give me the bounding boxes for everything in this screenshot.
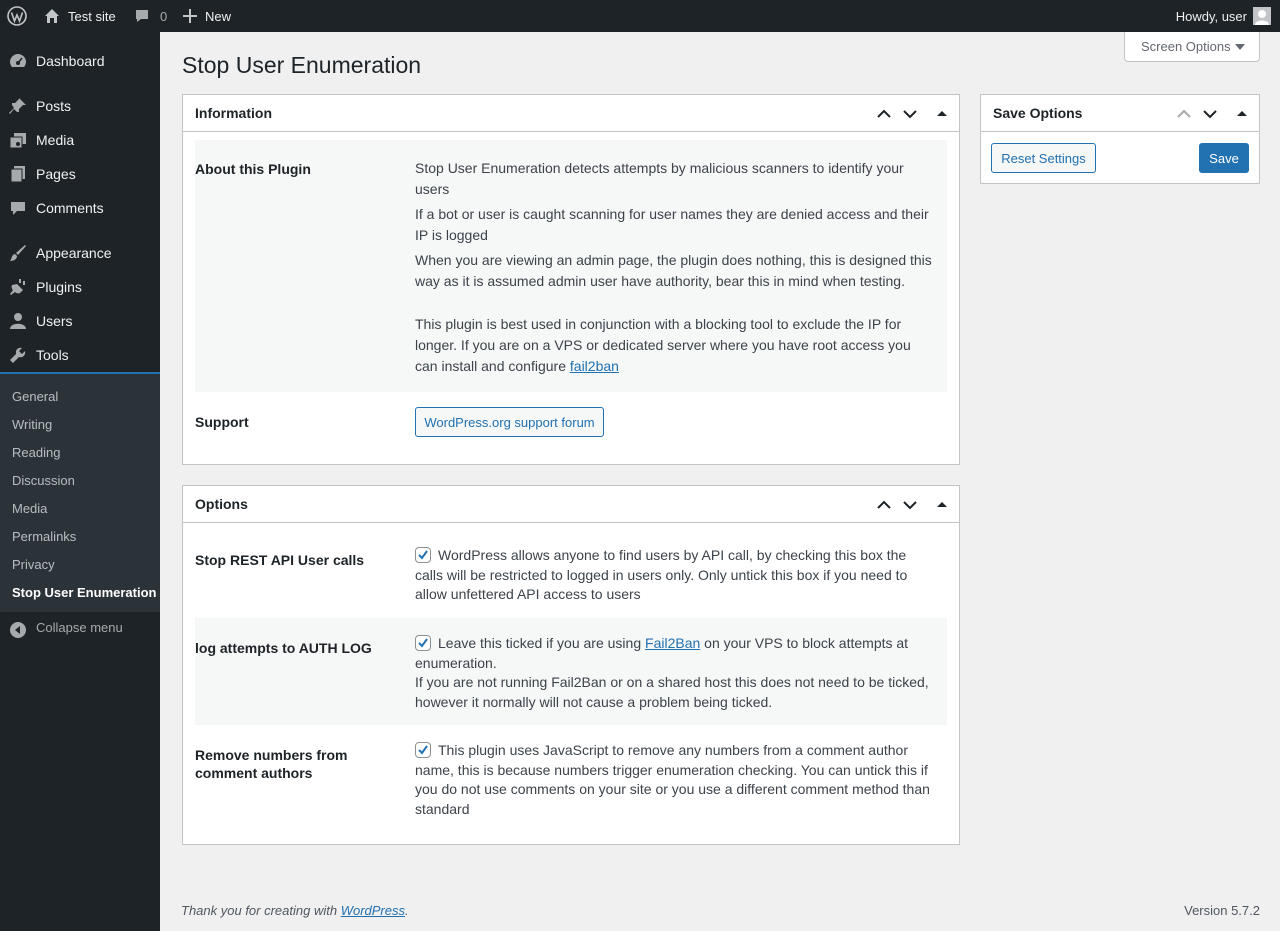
wordpress-link[interactable]: WordPress xyxy=(340,903,405,918)
rest-api-checkbox[interactable] xyxy=(415,547,431,563)
about-description xyxy=(415,158,935,377)
wrench-icon xyxy=(9,346,27,364)
toggle-panel-icon[interactable] xyxy=(932,495,952,515)
menu-item-posts[interactable]: Posts xyxy=(0,89,160,123)
avatar xyxy=(1253,7,1271,25)
save-options-title: Save Options xyxy=(993,105,1083,121)
pages-icon xyxy=(9,165,27,183)
information-title: Information xyxy=(195,105,272,121)
page-title: Stop User Enumeration xyxy=(182,52,422,78)
footer-thanks xyxy=(181,903,409,918)
auth-log-checkbox[interactable] xyxy=(415,635,431,651)
new-label: New xyxy=(205,8,232,24)
options-postbox xyxy=(182,485,960,845)
save-options-header xyxy=(981,95,1259,132)
information-header xyxy=(183,95,959,132)
media-icon xyxy=(9,131,27,149)
move-down-icon[interactable] xyxy=(900,104,920,124)
plug-icon xyxy=(9,278,27,296)
submenu-item-general[interactable]: General xyxy=(12,389,59,404)
information-postbox xyxy=(182,94,960,465)
move-down-icon[interactable] xyxy=(1200,104,1220,124)
pushpin-icon xyxy=(9,97,27,115)
menu-item-dashboard[interactable]: Dashboard xyxy=(0,44,160,78)
caret-down-icon xyxy=(1235,44,1245,50)
remove-numbers-label: Remove numbers from comment authors xyxy=(195,747,348,781)
comment-icon xyxy=(9,199,27,217)
footer-thanks-suffix: . xyxy=(405,903,409,918)
account-menu[interactable] xyxy=(1176,0,1271,32)
rest-api-label: Stop REST API User calls xyxy=(195,552,365,568)
remove-numbers-description: This plugin uses JavaScript to remove any numbers from a comment author name, this is because numbers trigger enumeration checking. You can untick this if you do not use comments on your site or you use a different comment method than standard xyxy=(415,742,930,817)
auth-log-description-b: on your VPS to block attempts at enumeration. xyxy=(415,635,909,671)
screen-options-button[interactable] xyxy=(1124,32,1260,62)
submenu-item-writing[interactable]: Writing xyxy=(12,417,53,432)
support-forum-button[interactable]: WordPress.org support forum xyxy=(415,407,604,437)
submenu-item-permalinks[interactable]: Permalinks xyxy=(12,529,77,544)
menu-item-media[interactable]: Media xyxy=(0,123,160,157)
collapse-menu-button[interactable]: Collapse menu xyxy=(0,614,160,644)
submenu-item-reading[interactable]: Reading xyxy=(12,445,61,460)
comments-count: 0 xyxy=(160,8,168,24)
fail2ban-link[interactable]: Fail2Ban xyxy=(645,635,701,651)
site-name: Test site xyxy=(68,8,116,24)
about-paragraph-1: Stop User Enumeration detects attempts by malicious scanners to identify your users xyxy=(415,160,904,197)
save-options-postbox xyxy=(980,94,1260,184)
toggle-panel-icon[interactable] xyxy=(932,104,952,124)
menu-item-pages[interactable]: Pages xyxy=(0,157,160,191)
submenu-item-discussion[interactable]: Discussion xyxy=(12,473,75,488)
submenu-item-stop-user-enumeration[interactable]: Stop User Enumeration xyxy=(12,585,157,600)
comment-bubble-icon xyxy=(134,8,150,24)
new-content-link[interactable] xyxy=(183,0,231,32)
menu-item-appearance[interactable]: Appearance xyxy=(0,236,160,270)
footer-thanks-text: Thank you for creating with xyxy=(181,903,341,918)
move-down-icon[interactable] xyxy=(900,495,920,515)
auth-log-description-a: Leave this ticked if you are using xyxy=(438,635,642,651)
menu-item-users[interactable]: Users xyxy=(0,304,160,338)
comments-link[interactable] xyxy=(134,0,167,32)
plus-icon xyxy=(183,9,197,23)
save-button[interactable]: Save xyxy=(1199,143,1249,173)
about-paragraph-2: If a bot or user is caught scanning for user names they are denied access and their IP is logged xyxy=(415,206,929,243)
howdy-text: Howdy, user xyxy=(1175,8,1247,24)
footer-version: Version 5.7.2 xyxy=(1184,903,1260,918)
menu-item-tools[interactable]: Tools xyxy=(0,338,160,372)
move-up-icon[interactable] xyxy=(1174,104,1194,124)
move-up-icon[interactable] xyxy=(874,495,894,515)
about-paragraph-3: When you are viewing an admin page, the plugin does nothing, this is designed this way as it is assumed admin user have authority, bear this in mind when testing. xyxy=(415,252,932,289)
screen-options-label: Screen Options xyxy=(1141,39,1231,54)
about-paragraph-4 xyxy=(415,314,935,377)
collapse-arrow-icon xyxy=(10,622,26,641)
paintbrush-icon xyxy=(9,244,27,262)
remove-numbers-checkbox[interactable] xyxy=(415,742,431,758)
about-label: About this Plugin xyxy=(195,161,311,177)
support-label: Support xyxy=(195,414,249,430)
wordpress-logo-icon[interactable] xyxy=(7,0,27,32)
menu-item-comments[interactable]: Comments xyxy=(0,191,160,225)
options-title: Options xyxy=(195,496,248,512)
auth-log-label: log attempts to AUTH LOG xyxy=(195,640,372,656)
toggle-panel-icon[interactable] xyxy=(1232,104,1252,124)
submenu-item-privacy[interactable]: Privacy xyxy=(12,557,55,572)
auth-log-description-c: If you are not running Fail2Ban or on a shared host this does not need to be ticked, however it normally will not cause a problem being ticked. xyxy=(415,674,929,710)
fail2ban-link[interactable]: fail2ban xyxy=(569,358,619,374)
options-header xyxy=(183,486,959,523)
rest-api-description: WordPress allows anyone to find users by API call, by checking this box the calls will be restricted to logged in users only. Only untick this box if you need to allow unfettered API access to users xyxy=(415,547,908,602)
admin-bar xyxy=(0,0,1280,32)
settings-submenu xyxy=(0,374,160,612)
menu-item-plugins[interactable]: Plugins xyxy=(0,270,160,304)
remove-numbers-option xyxy=(415,741,935,819)
move-up-icon[interactable] xyxy=(874,104,894,124)
user-icon xyxy=(9,312,27,330)
home-icon xyxy=(44,8,60,24)
rest-api-option xyxy=(415,546,935,605)
about-paragraph-4-text: This plugin is best used in conjunction with a blocking tool to exclude the IP for longer. If you are on a VPS or dedicated server where you have root access you can install and configure xyxy=(415,316,911,374)
reset-settings-button[interactable]: Reset Settings xyxy=(991,143,1096,173)
site-name-link[interactable] xyxy=(44,0,116,32)
auth-log-option xyxy=(415,634,935,712)
submenu-item-media[interactable]: Media xyxy=(12,501,48,516)
dashboard-icon xyxy=(9,52,27,70)
